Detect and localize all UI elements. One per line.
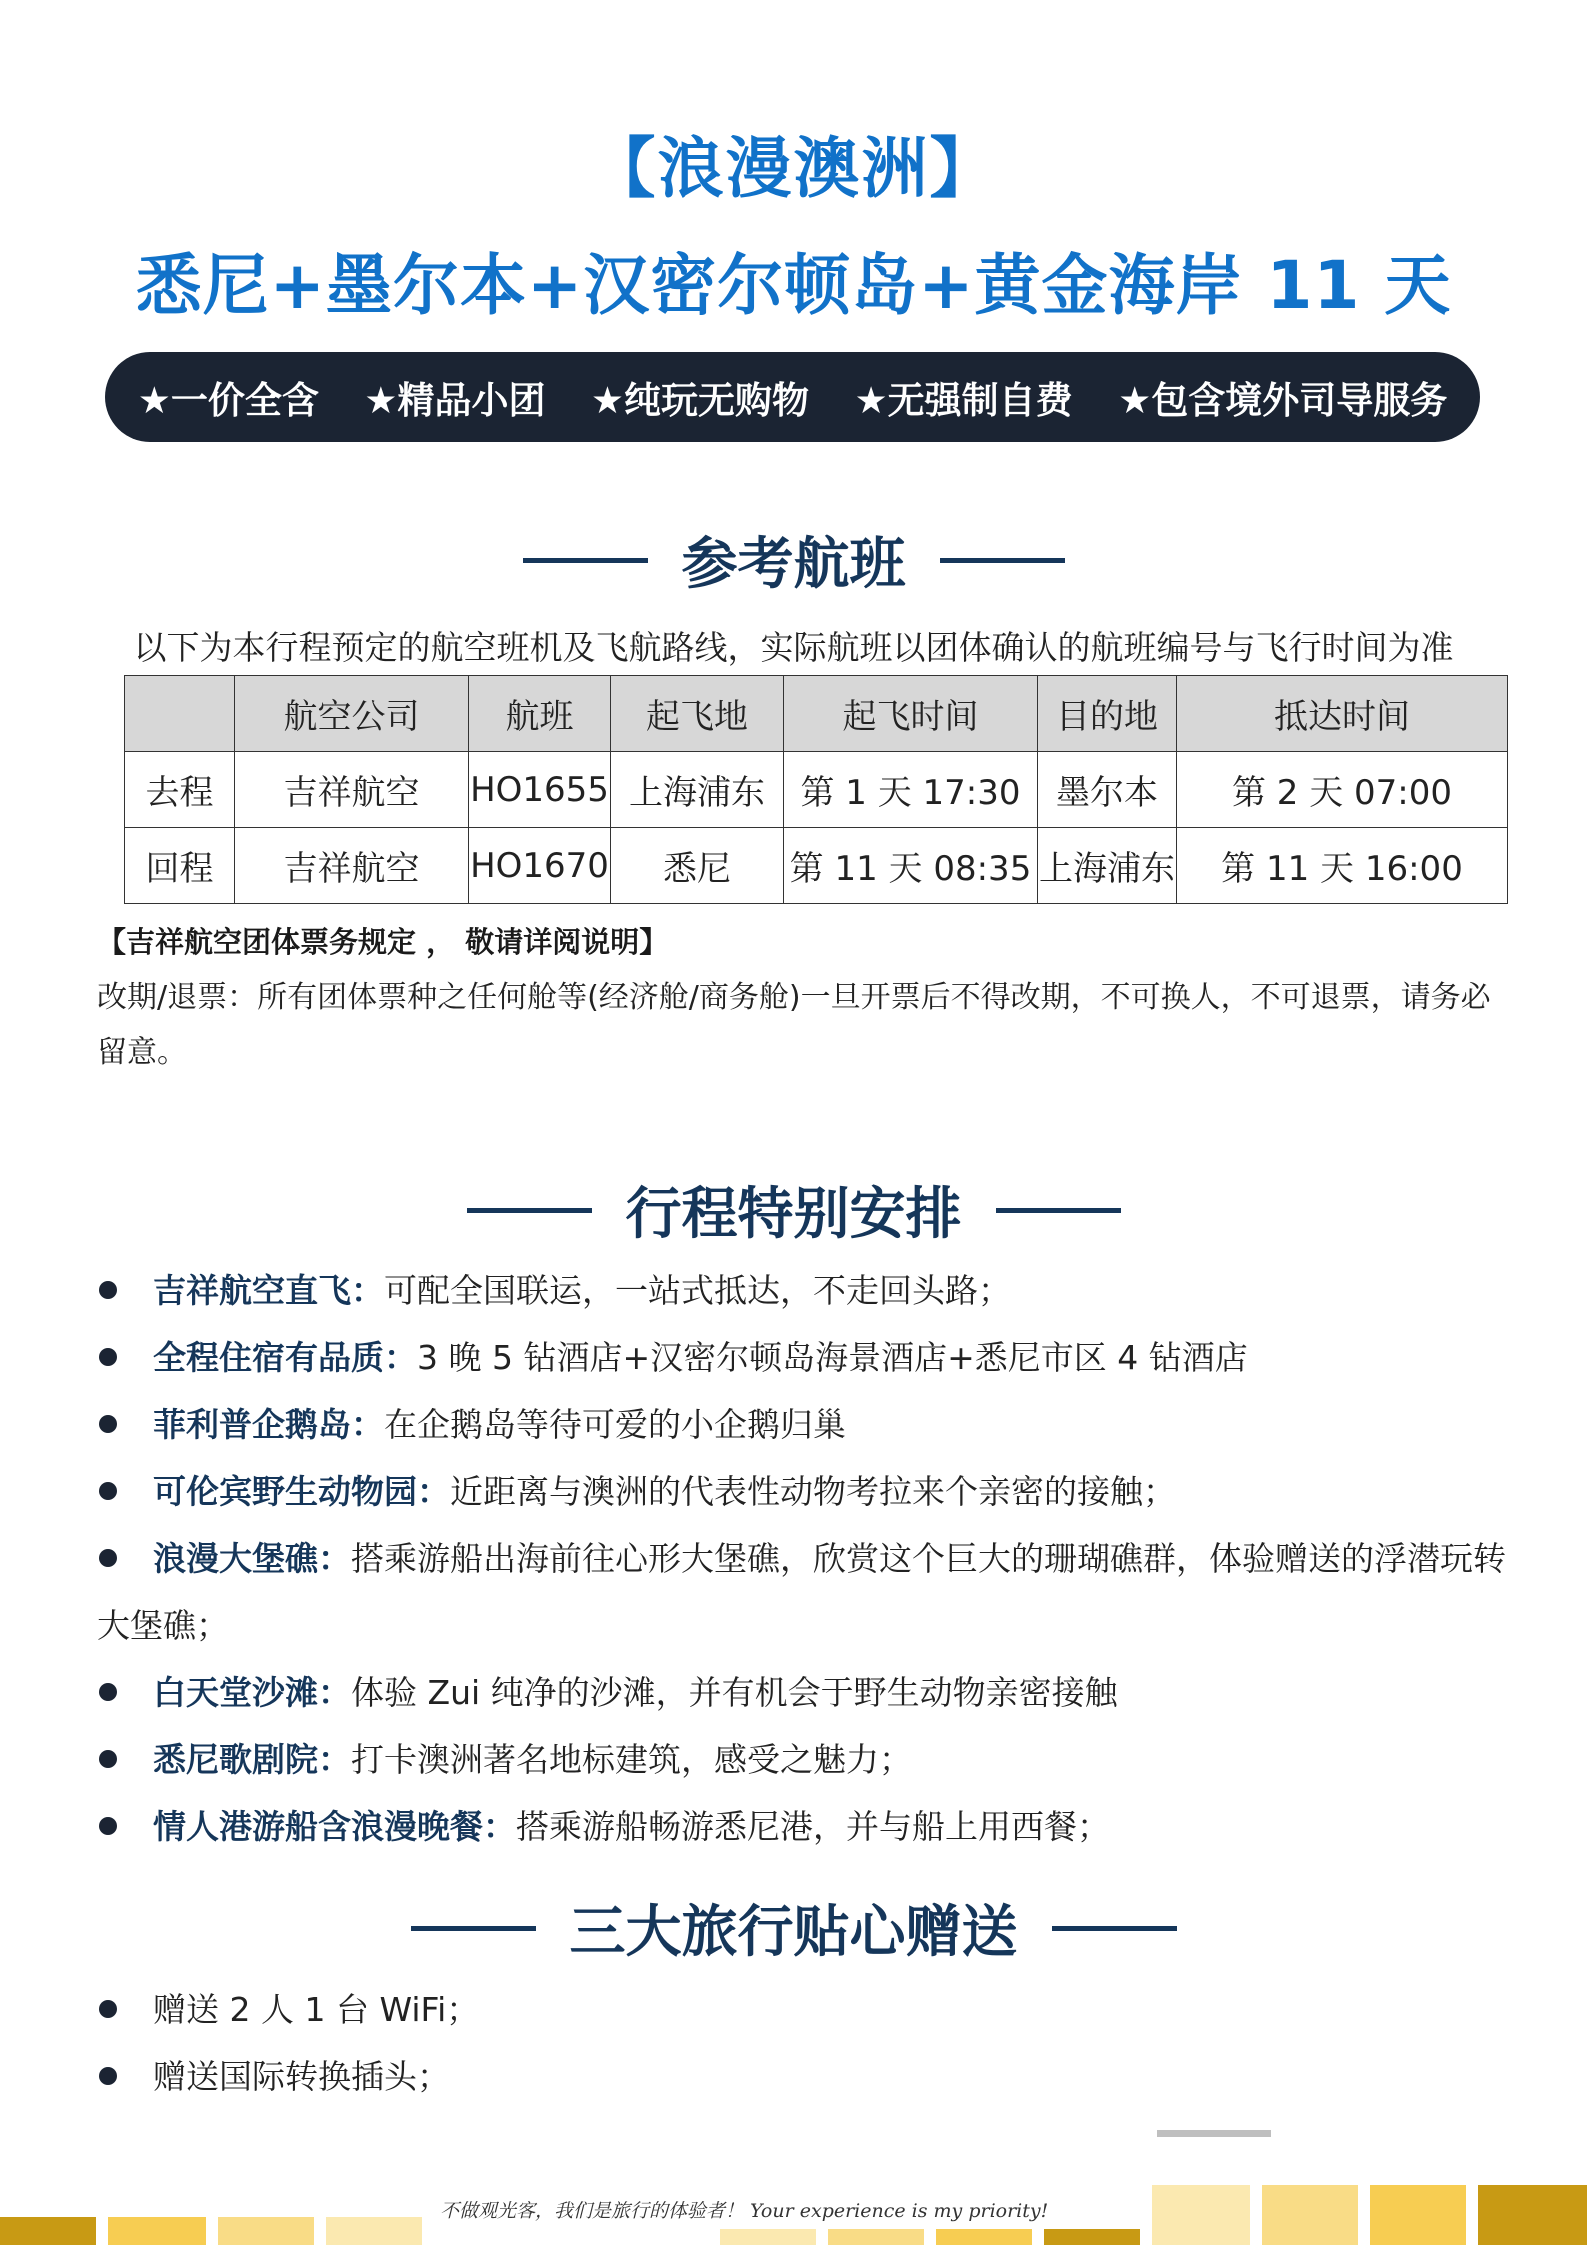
bullet-icon [99, 1281, 117, 1299]
itinerary-list [97, 1257, 1507, 1860]
color-block [720, 2229, 816, 2245]
table-header: 航班 [469, 676, 611, 752]
table-header: 航空公司 [235, 676, 469, 752]
item-text: 3 晚 5 钻酒店+汉密尔顿岛海景酒店+悉尼市区 4 钻酒店 [417, 1338, 1248, 1377]
color-block [828, 2229, 924, 2245]
divider [1157, 2130, 1271, 2137]
bullet-icon [99, 1750, 117, 1768]
table-cell: 吉祥航空 [235, 752, 469, 828]
bullet-icon [99, 1482, 117, 1500]
color-block [0, 2217, 96, 2245]
item-text: 赠送国际转换插头； [153, 2057, 450, 2096]
item-text: 体验 Zui 纯净的沙滩，并有机会于野生动物亲密接触 [351, 1673, 1118, 1712]
list-item [97, 1391, 1507, 1458]
item-text: 搭乘游船出海前往心形大堡礁，欣赏这个巨大的珊瑚礁群，体验赠送的浮潜玩转大堡礁； [97, 1539, 1506, 1645]
list-item [97, 1257, 1507, 1324]
item-title: 悉尼歌剧院： [153, 1740, 351, 1779]
flights-note: 以下为本行程预定的航空班机及飞航路线，实际航班以团体确认的航班编号与飞行时间为准 [133, 628, 1454, 667]
gifts-section-title [0, 1888, 1587, 1968]
color-block [936, 2229, 1032, 2245]
table-cell: 吉祥航空 [235, 828, 469, 904]
item-text: 在企鹅岛等待可爱的小企鹅归巢 [384, 1405, 846, 1444]
item-title: 全程住宿有品质： [153, 1338, 417, 1377]
highlight-item: ★一价全含 [137, 379, 319, 422]
divider [467, 1208, 592, 1213]
color-block [1044, 2229, 1140, 2245]
bullet-icon [99, 1549, 117, 1567]
list-item [97, 1525, 1507, 1659]
table-cell: 第 2 天 07:00 [1177, 752, 1508, 828]
divider [1052, 1926, 1177, 1931]
table-cell: HO1670 [469, 828, 611, 904]
item-title: 浪漫大堡礁： [153, 1539, 351, 1578]
ticket-rules-text: 改期/退票：所有团体票种之任何舱等(经济舱/商务舱)一旦开票后不得改期，不可换人，不可退票，请务必留意。 [97, 980, 1491, 1070]
item-text: 赠送 2 人 1 台 WiFi； [153, 1990, 480, 2029]
page-title: 【浪漫澳洲】 [589, 130, 998, 207]
table-cell: 悉尼 [611, 828, 784, 904]
color-block [326, 2217, 422, 2245]
highlight-item: ★精品小团 [364, 379, 546, 422]
color-block [108, 2217, 206, 2245]
table-cell: 去程 [125, 752, 235, 828]
table-row [125, 752, 1508, 828]
list-item [97, 1726, 1507, 1793]
item-text: 搭乘游船畅游悉尼港，并与船上用西餐； [516, 1807, 1110, 1846]
table-header [125, 676, 235, 752]
bullet-icon [99, 1683, 117, 1701]
list-item [97, 1976, 1507, 2043]
item-title: 菲利普企鹅岛： [153, 1405, 384, 1444]
item-title: 可伦宾野生动物园： [153, 1472, 450, 1511]
table-row [125, 828, 1508, 904]
table-header: 起飞时间 [784, 676, 1038, 752]
divider [411, 1926, 536, 1931]
item-text: 可配全国联运，一站式抵达，不走回头路； [384, 1271, 1011, 1310]
table-cell: 第 11 天 16:00 [1177, 828, 1508, 904]
highlight-item: ★无强制自费 [854, 379, 1073, 422]
color-block [1478, 2185, 1587, 2245]
item-title: 吉祥航空直飞： [153, 1271, 384, 1310]
list-item [97, 1659, 1507, 1726]
list-item [97, 1324, 1507, 1391]
table-cell: 回程 [125, 828, 235, 904]
item-title: 情人港游船含浪漫晚餐： [153, 1807, 516, 1846]
gifts-list [97, 1976, 1507, 2110]
bullet-icon [99, 1817, 117, 1835]
highlights-banner [105, 352, 1480, 442]
divider [996, 1208, 1121, 1213]
table-header: 目的地 [1038, 676, 1177, 752]
flights-section-title [0, 520, 1587, 600]
item-text: 打卡澳洲著名地标建筑，感受之魅力； [351, 1740, 912, 1779]
section-heading: 行程特别安排 [625, 1182, 962, 1247]
section-heading: 三大旅行贴心赠送 [569, 1900, 1018, 1965]
color-block [218, 2217, 314, 2245]
bullet-icon [99, 1348, 117, 1366]
table-cell: 第 11 天 08:35 [784, 828, 1038, 904]
divider [940, 558, 1065, 563]
table-cell: 墨尔本 [1038, 752, 1177, 828]
highlight-item: ★纯玩无购物 [590, 379, 810, 422]
ticket-rules-title: 【吉祥航空团体票务规定 ， 敬请详阅说明】 [97, 925, 669, 959]
item-title: 白天堂沙滩： [153, 1673, 351, 1712]
color-block [1262, 2185, 1358, 2245]
section-heading: 参考航班 [681, 532, 906, 597]
table-cell: 第 1 天 17:30 [784, 752, 1038, 828]
flights-table [124, 675, 1508, 904]
table-cell: HO1655 [469, 752, 611, 828]
table-header-row [125, 676, 1508, 752]
list-item [97, 2043, 1507, 2110]
list-item [97, 1793, 1507, 1860]
table-cell: 上海浦东 [1038, 828, 1177, 904]
table-header: 起飞地 [611, 676, 784, 752]
page-subtitle: 悉尼+墨尔本+汉密尔顿岛+黄金海岸 11 天 [135, 247, 1452, 324]
table-header: 抵达时间 [1177, 676, 1508, 752]
bullet-icon [99, 2000, 117, 2018]
bullet-icon [99, 2067, 117, 2085]
item-text: 近距离与澳洲的代表性动物考拉来个亲密的接触； [450, 1472, 1176, 1511]
itinerary-section-title [0, 1170, 1587, 1250]
list-item [97, 1458, 1507, 1525]
color-block [1152, 2185, 1250, 2245]
highlight-item: ★包含境外司导服务 [1118, 379, 1448, 422]
table-cell: 上海浦东 [611, 752, 784, 828]
footer-slogan: 不做观光客，我们是旅行的体验者！ Your experience is my priority! [440, 2200, 1049, 2222]
divider [523, 558, 648, 563]
color-block [1370, 2185, 1466, 2245]
bullet-icon [99, 1415, 117, 1433]
